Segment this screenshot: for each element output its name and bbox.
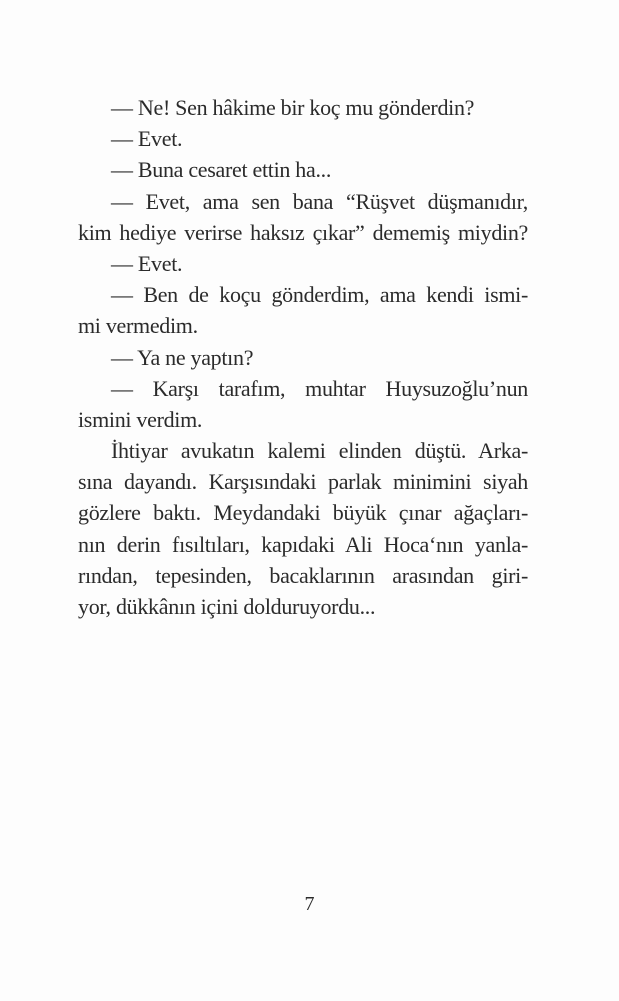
text-line: rından, tepesinden, bacaklarının arasından giri- bbox=[78, 562, 528, 588]
text-line: ismini verdim. bbox=[78, 406, 203, 432]
text-line: — Buna cesaret ettin ha... bbox=[111, 157, 332, 183]
text-line: — Evet, ama sen bana “Rüşvet düşmanıdır, bbox=[111, 188, 528, 214]
text-line: İhtiyar avukatın kalemi elinden düştü. Arka- bbox=[111, 438, 528, 464]
text-line: — Karşı tarafım, muhtar Huysuzoğlu’nun bbox=[111, 375, 528, 401]
text-line: kim hediye verirse haksız çıkar” dememiş miydin? bbox=[78, 219, 528, 245]
text-line: yor, dükkânın içini dolduruyordu... bbox=[78, 594, 376, 619]
text-line: — Ne! Sen hâkime bir koç mu gönderdin? bbox=[111, 95, 475, 120]
text-line: mi vermedim. bbox=[78, 313, 198, 339]
text-line: sına dayandı. Karşısındaki parlak minimini siyah bbox=[78, 469, 528, 495]
text-line: — Ya ne yaptın? bbox=[111, 344, 254, 370]
page-number: 7 bbox=[304, 893, 315, 915]
text-line: — Evet. bbox=[111, 126, 183, 152]
page-body-text bbox=[78, 92, 528, 622]
text-line: nın derin fısıltıları, kapıdaki Ali Hoca‘nın yanla- bbox=[78, 531, 528, 557]
text-line: — Evet. bbox=[111, 250, 183, 276]
text-line: gözlere baktı. Meydandaki büyük çınar ağaçları- bbox=[78, 500, 528, 526]
text-line: — Ben de koçu gönderdim, ama kendi ismi- bbox=[111, 282, 528, 308]
